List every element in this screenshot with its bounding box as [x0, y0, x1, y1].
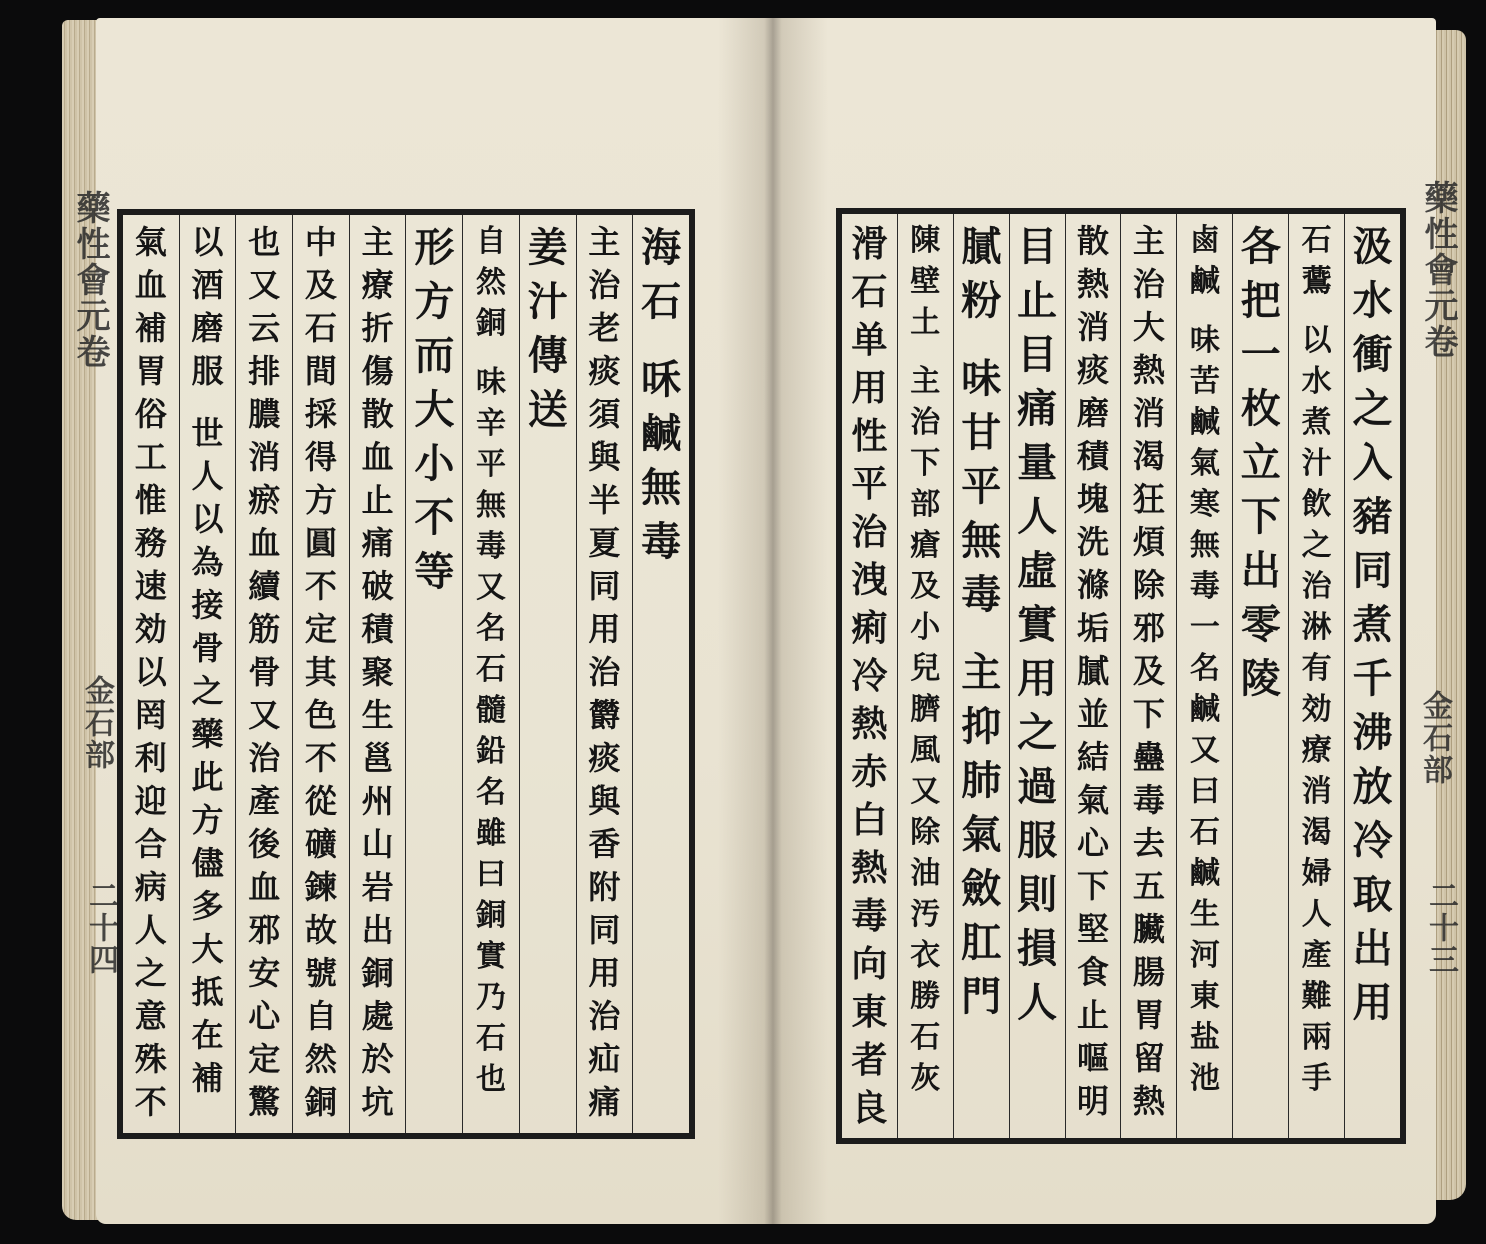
right-text-frame	[836, 208, 1406, 1144]
left-margin-page-number: 二十四	[83, 880, 118, 976]
text-column: 自 然 銅 味 辛 平 無 毒 又 名 石 髓 鉛 名 雖 曰 銅 實 乃 石 也	[462, 215, 519, 1133]
text-column: 姜 汁 傳 送	[519, 215, 576, 1133]
text-column: 汲 水 衝 之 入 豬 同 煮 千 沸 放 冷 取 出 用	[1344, 214, 1400, 1138]
text-column: 各 把 一 枚 立 下 出 零 陵	[1232, 214, 1288, 1138]
text-column: 形 方 而 大 小 不 等	[405, 215, 462, 1133]
text-column: 氣 血 補 胃 俗 工 惟 務 速 効 以 罔 利 迎 合 病 人 之 意 殊 不	[134, 223, 167, 1121]
text-column: 滑 石 单 用 性 平 治 洩 痢 冷 熱 赤 白 熱 毒 向 東 者 良	[851, 223, 888, 1129]
text-column: 主 療 折 傷 散 血 止 痛 破 積 聚 生 邕 州 山 岩 出 銅 處 於 坑	[349, 215, 406, 1133]
text-column: 主 治 老 痰 須 與 半 夏 同 用 治 欝 痰 與 香 附 同 用 治 疝 痛	[576, 215, 633, 1133]
text-column: 陳 壁 土 主 治 下 部 瘡 及 小 兒 臍 風 又 除 油 汚 衣 勝 石 灰	[897, 214, 953, 1138]
right-margin-section: 金石部	[1417, 690, 1452, 786]
text-column: 主 治 大 熱 消 渴 狂 煩 除 邪 及 下 蠱 毒 去 五 臟 腸 胃 留 熱	[1120, 214, 1176, 1138]
text-column: 中 及 石 間 採 得 方 圓 不 定 其 色 不 從 礦 鍊 故 號 自 然 銅	[292, 215, 349, 1133]
right-margin-page-number: 二十三	[1423, 880, 1458, 976]
left-text-frame	[117, 209, 695, 1139]
text-column: 膩 粉 味 甘 平 無 毒 主 抑 肺 氣 斂 肛 門	[953, 214, 1009, 1138]
text-column: 鹵 鹹 味 苦 鹹 氣 寒 無 毒 一 名 鹹 又 曰 石 鹹 生 河 東 盐 池	[1176, 214, 1232, 1138]
left-margin-section: 金石部	[79, 675, 114, 771]
text-column: 以 酒 磨 服 世 人 以 為 接 骨 之 藥 此 方 儘 多 大 抵 在 補	[179, 215, 236, 1133]
left-margin-title: 藥性會元卷	[70, 190, 110, 370]
text-column: 也 又 云 排 膿 消 瘀 血 續 筋 骨 又 治 產 後 血 邪 安 心 定 驚	[235, 215, 292, 1133]
right-margin-title: 藥性會元卷	[1418, 180, 1458, 360]
text-column: 海 石 咊 鹹 無 毒	[632, 215, 689, 1133]
text-column: 目 止 目 痛 量 人 虛 實 用 之 過 服 則 損 人	[1009, 214, 1065, 1138]
text-column: 散 熱 消 痰 磨 積 塊 洗 滌 垢 膩 並 結 氣 心 下 堅 食 止 嘔 明	[1065, 214, 1121, 1138]
text-column: 石 鷰 以 水 煮 汁 飲 之 治 淋 有 効 療 消 渴 婦 人 產 難 兩 手	[1288, 214, 1344, 1138]
